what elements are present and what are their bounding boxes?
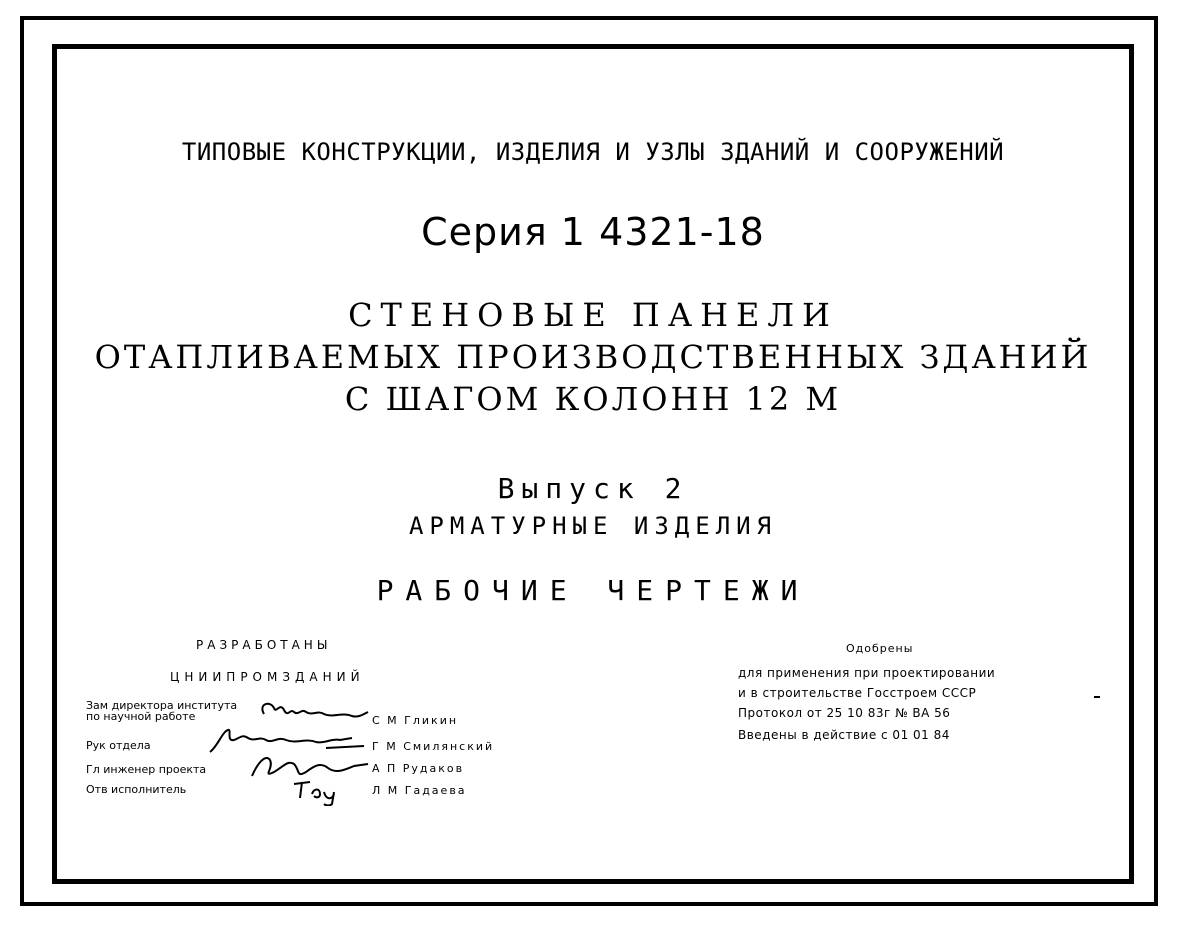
signatory-2-name: Г М Смилянский [372,740,495,753]
signatory-3-position: Гл инженер проекта [86,763,207,776]
header-text: ТИПОВЫЕ КОНСТРУКЦИИ, ИЗДЕЛИЯ И УЗЛЫ ЗДАНИЙ И СООРУЖЕНИЙ [181,138,1005,166]
approved-title: Одобрены [846,642,914,655]
signatory-1-position-line2: по научной работе [86,710,196,723]
issue-number: Выпуск 2 [497,472,689,505]
signatory-3-name: А П Рудаков [372,762,465,775]
signatory-4-position: Отв исполнитель [86,783,187,796]
document-type: РАБОЧИЕ ЧЕРТЕЖИ [376,574,810,607]
approval-line-3: Протокол от 25 10 83г № ВА 56 [738,706,951,720]
title-line-2: ОТАПЛИВАЕМЫХ ПРОИЗВОДСТВЕННЫХ ЗДАНИЙ [94,338,1092,376]
signatory-1-position [86,700,237,722]
series-number: Серия 1 4321-18 [421,210,765,254]
signatory-4-name: Л М Гадаева [372,784,467,797]
signatory-2-position: Рук отдела [86,739,151,752]
issue-subtitle: АРМАТУРНЫЕ ИЗДЕЛИЯ [408,512,778,540]
signatory-1-name: С М Гликин [372,714,459,727]
developer-organization: ЦНИИПРОМЗДАНИЙ [170,670,365,684]
approval-line-4: Введены в действие с 01 01 84 [738,728,950,742]
title-line-1: СТЕНОВЫЕ ПАНЕЛИ [348,296,838,334]
title-line-3: С ШАГОМ КОЛОНН 12 М [344,380,842,418]
approval-line-2: и в строительстве Госстроем СССР [738,686,977,700]
signatory-1-position-line1: Зам директора института [86,699,238,712]
stray-mark [1094,696,1100,698]
developed-label: РАЗРАБОТАНЫ [196,638,332,652]
signature-1 [256,698,372,724]
approval-line-1: для применения при проектировании [738,666,996,680]
inner-frame [52,44,1134,884]
signature-4 [290,776,354,806]
